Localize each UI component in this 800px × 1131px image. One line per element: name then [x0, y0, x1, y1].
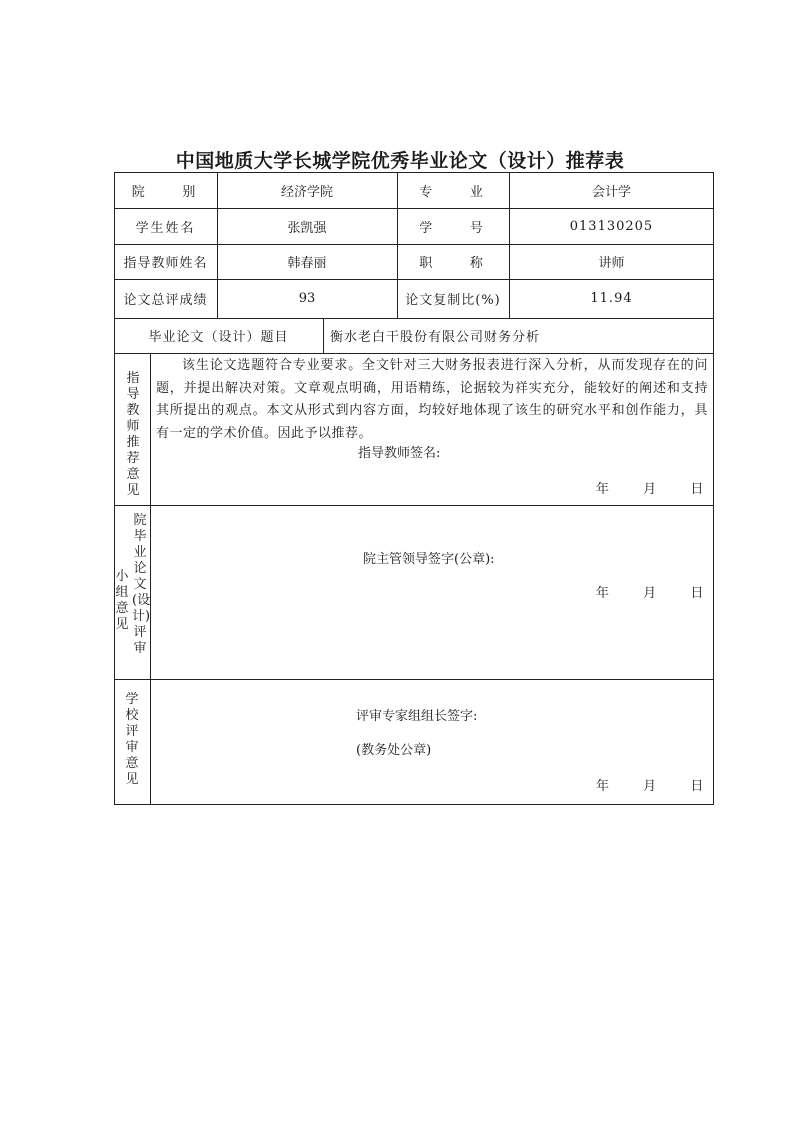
similarity-value: 11.94	[590, 291, 633, 306]
position-label: 职 称	[419, 256, 487, 271]
school-review-side-label: 学校评审意见	[125, 692, 139, 787]
student-id-value: 013130205	[569, 218, 654, 234]
student-id-label: 学 号	[419, 220, 487, 236]
student-name-label: 学生姓名	[135, 220, 196, 236]
recommendation-form-table	[114, 172, 714, 805]
advisor-name-value: 韩春丽	[287, 256, 327, 271]
date-year: 年	[596, 482, 610, 497]
student-name-value: 张凯强	[287, 220, 327, 236]
position-value: 讲师	[598, 256, 625, 271]
major-label: 专 业	[419, 184, 487, 200]
row-divider	[114, 353, 714, 354]
row-divider	[114, 679, 714, 680]
table-border-bottom	[114, 804, 714, 805]
department-label: 院 别	[131, 184, 200, 200]
date-day: 日	[690, 482, 704, 497]
date-year: 年	[596, 586, 610, 601]
academic-office-seal-label: (教务处公章)	[356, 743, 432, 758]
thesis-title-label: 毕业论文（设计）题目	[148, 330, 289, 345]
date-month: 月	[643, 779, 657, 794]
date-day: 日	[690, 586, 704, 601]
advisor-opinion-text: 该生论文选题符合专业要求。全文针对三大财务报表进行深入分析，从而发现存在的问题，并提出解决对策。文章观点明确，用语精练，论据较为祥实充分，能较好的阐述和支持其所提出的观点。本文从形式到内容方面，均较好地体现了该生的研究水平和创作能力，具有一定的学术价值。因此予以推荐。	[156, 358, 708, 441]
column-divider	[150, 353, 151, 805]
advisor-opinion-side-label: 指导教师推荐意见	[126, 371, 140, 498]
date-month: 月	[643, 482, 657, 497]
college-signature-label: 院主管领导签字(公章):	[363, 552, 495, 567]
college-review-side-label-b: 小组意见	[115, 569, 129, 632]
department-value: 经济学院	[280, 184, 333, 200]
score-value: 93	[298, 291, 316, 306]
thesis-title-value: 衡水老白干股份有限公司财务分析	[330, 330, 541, 345]
advisor-name-label: 指导教师姓名	[123, 256, 208, 271]
advisor-date	[596, 478, 703, 497]
major-value: 会计学	[591, 184, 631, 200]
school-signature-label: 评审专家组组长签字:	[356, 709, 478, 724]
college-date	[596, 582, 703, 601]
score-label: 论文总评成绩	[123, 293, 208, 308]
advisor-signature-label: 指导教师签名:	[358, 446, 441, 461]
date-month: 月	[643, 586, 657, 601]
school-date	[596, 775, 703, 794]
college-review-side-label: 院毕业论文(设计)评审	[132, 513, 151, 656]
date-day: 日	[690, 779, 704, 794]
page-title: 中国地质大学长城学院优秀毕业论文（设计）推荐表	[175, 150, 625, 172]
similarity-label: 论文复制比(%)	[405, 293, 501, 308]
date-year: 年	[596, 779, 610, 794]
row-divider	[114, 505, 714, 506]
